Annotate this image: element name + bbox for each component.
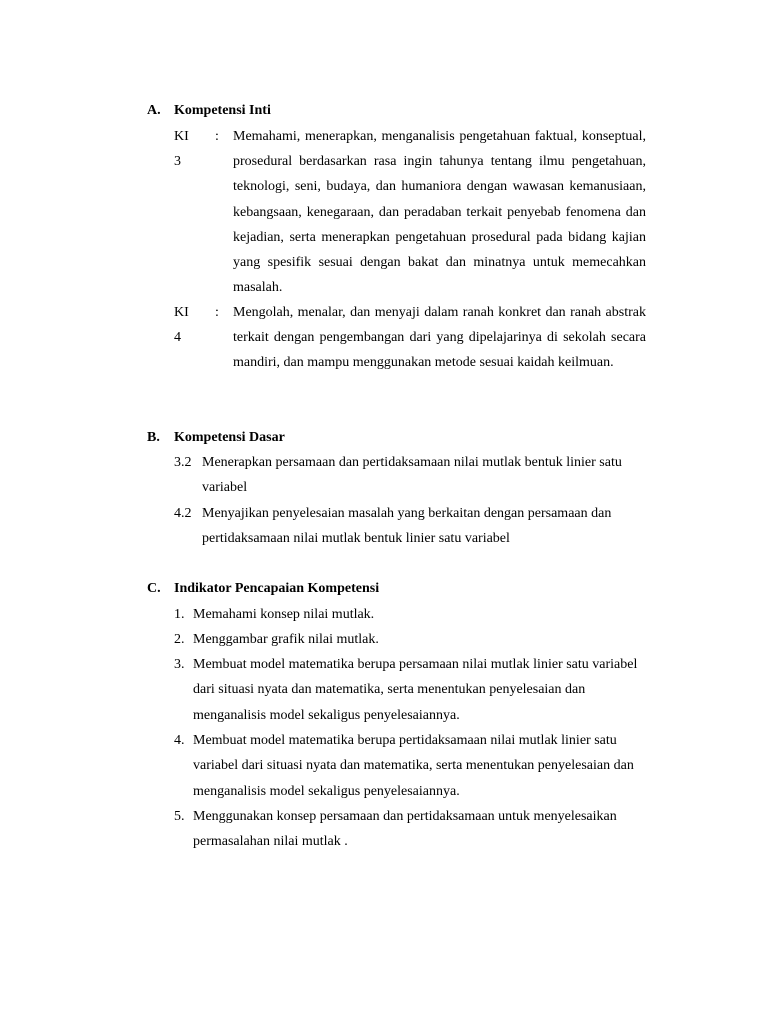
ki-3-label: KI 3 — [174, 129, 189, 170]
section-b-letter: B. — [147, 430, 160, 445]
kd-number: 4.2 — [174, 506, 192, 521]
indicator-number: 5. — [174, 809, 185, 824]
indicator-item-5 — [174, 804, 664, 856]
indicator-text: Memahami konsep nilai mutlak. — [193, 607, 375, 622]
kd-item-3-2 — [174, 450, 664, 502]
kd-number: 3.2 — [174, 455, 192, 470]
section-kompetensi-inti — [147, 101, 647, 401]
ki-3-colon: : — [215, 129, 219, 144]
kd-item-4-2 — [174, 501, 664, 553]
indicator-item-3 — [174, 652, 664, 730]
ki-3-text: Memahami, menerapkan, menganalisis pengetahuan faktual, konseptual, prosedural berdasarkan rasa ingin tahunya tentang ilmu pengetahuan, teknologi, seni, budaya, dan humaniora dengan wawasan kemanusiaan, kebangsaan, kenegaraan, dan peradaban terkait penyebab fenomena dan kejadian, serta menerapkan pengetahuan prosedural pada bidang kajian yang spesifik sesuai dengan bakat dan minatnya untuk memecahkan masalah. — [233, 129, 646, 296]
ki-4-colon: : — [215, 305, 219, 320]
indicator-number: 3. — [174, 657, 185, 672]
ki-4-text: Mengolah, menalar, dan menyaji dalam ranah konkret dan ranah abstrak terkait dengan pengembangan dari yang dipelajarinya di sekolah secara mandiri, dan mampu menggunakan metode sesuai kaidah keilmuan. — [233, 305, 646, 371]
section-b-title: Kompetensi Dasar — [174, 430, 285, 445]
indicator-text: Menggambar grafik nilai mutlak. — [193, 632, 379, 647]
kd-text: Menerapkan persamaan dan pertidaksamaan nilai mutlak bentuk linier satu variabel — [202, 455, 622, 496]
section-a-letter: A. — [147, 103, 161, 118]
section-c-title: Indikator Pencapaian Kompetensi — [174, 581, 380, 596]
section-indikator — [147, 579, 667, 859]
kd-text: Menyajikan penyelesaian masalah yang berkaitan dengan persamaan dan pertidaksamaan nilai mutlak bentuk linier satu variabel — [202, 506, 612, 547]
indicator-item-2 — [174, 627, 664, 653]
indicator-number: 2. — [174, 632, 185, 647]
section-a-title: Kompetensi Inti — [174, 103, 271, 118]
indicator-text: Membuat model matematika berupa pertidaksamaan nilai mutlak linier satu variabel dari situasi nyata dan matematika, serta menentukan penyelesaian dan menganalisis model sekaligus penyelesaiannya. — [193, 733, 634, 799]
section-c-letter: C. — [147, 581, 161, 596]
indicator-item-4 — [174, 728, 664, 806]
indicator-text: Menggunakan konsep persamaan dan pertidaksamaan untuk menyelesaikan permasalahan nilai mutlak . — [193, 809, 617, 850]
indicator-item-1 — [174, 602, 664, 628]
indicator-number: 4. — [174, 733, 185, 748]
indicator-number: 1. — [174, 607, 185, 622]
indicator-text: Membuat model matematika berupa persamaan nilai mutlak linier satu variabel dari situasi nyata dan matematika, serta menentukan penyelesaian dan menganalisis model sekaligus penyelesaiannya. — [193, 657, 638, 723]
ki-4-row — [174, 300, 646, 404]
ki-4-label: KI 4 — [174, 305, 189, 346]
ki-3-row — [174, 124, 646, 304]
section-kompetensi-dasar — [147, 428, 667, 553]
